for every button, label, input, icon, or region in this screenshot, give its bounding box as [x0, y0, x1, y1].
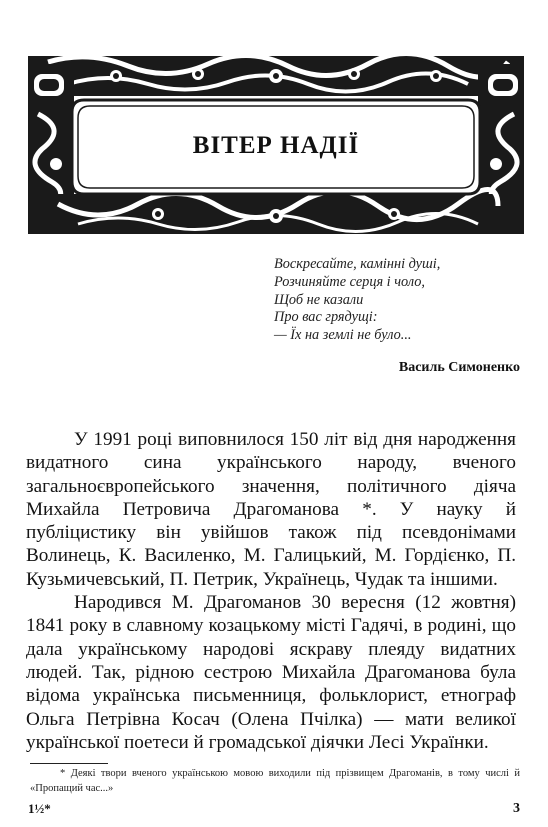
epigraph-line: Про вас грядущі: [274, 309, 378, 326]
footnote-divider [30, 763, 108, 764]
epigraph-author: Василь Симоненко [398, 360, 520, 375]
chapter-title: ВІТЕР НАДІЇ [192, 132, 360, 159]
epigraph-line: Воскресайте, камінні душі, [274, 256, 441, 272]
body-text [26, 428, 516, 754]
printer-signature: 1½* [28, 801, 51, 816]
paragraph: У 1991 році виповнилося 150 літ від дня народження видатного сина українського народу, вченого загальноєвропейського значення, політичного діяча Михайла Петровича Драгоманова *. У науку й публіцистику він увійшов також під псевдонімами Волинець, К. Василенко, М. Галицький, М. Гордієнко, П. Кузьмичевський, П. Петрик, Українець, Чудак та іншими. [26, 429, 516, 590]
footnote: * Деякі твори вченого українською мовою виходили під прізвищем Драгоманів, в тому числі й «Пропащий час...» [30, 768, 520, 794]
ornamental-header [28, 54, 524, 242]
page-number: 3 [513, 801, 520, 816]
epigraph-line: Щоб не казали [274, 291, 364, 308]
epigraph [274, 256, 524, 345]
paragraph: Народився М. Драгоманов 30 вересня (12 жовтня) 1841 року в славному козацькому місті Гадячі, в родині, що дала українському народові яскраву плеяду видатних людей. Так, рідною сестрою Михайла Драгоманова була відома українська письменниця, фольклорист, етнограф Ольга Петрівна Косач (Олена Пчілка) — мати великої української поетеси й громадської діячки Лесі Українки. [26, 592, 516, 753]
epigraph-line: Розчиняйте серця і чоло, [274, 273, 425, 290]
epigraph-line: — Їх на землі не було... [274, 327, 412, 344]
